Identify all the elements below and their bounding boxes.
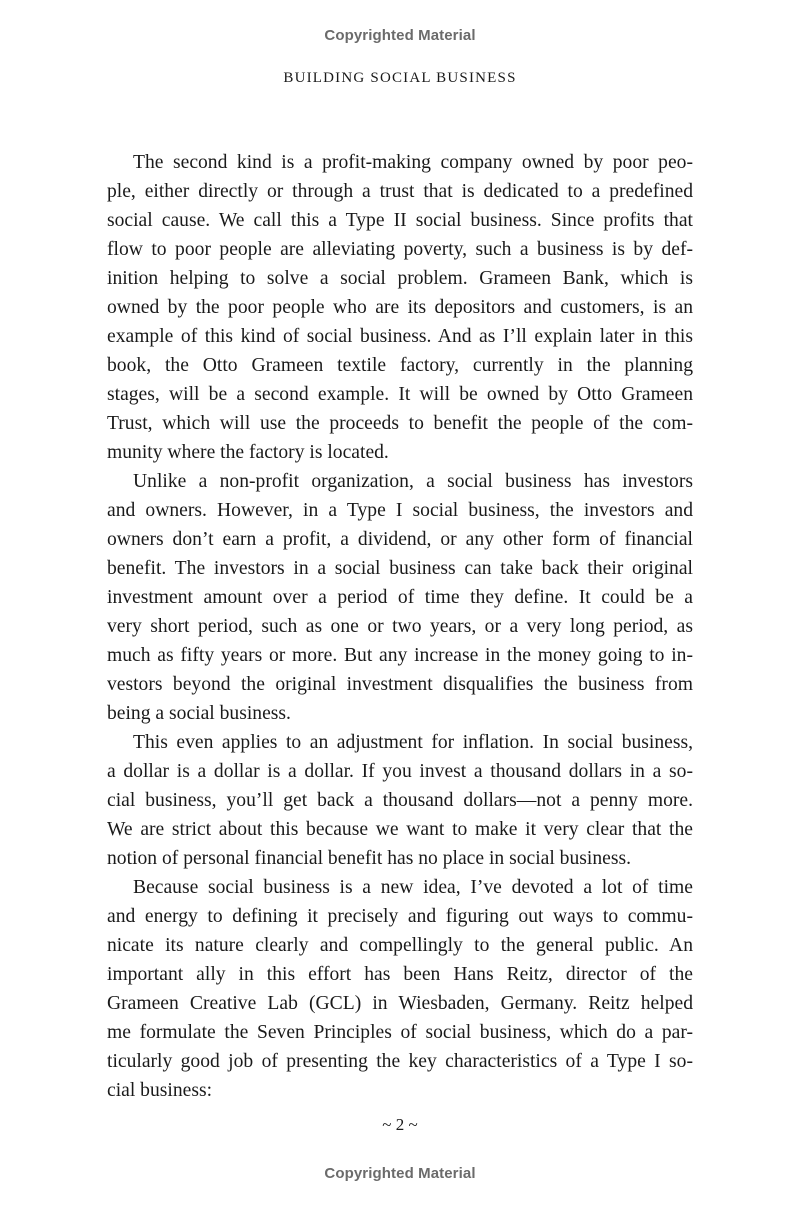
text-line: This even applies to an adjustment for inflation. In social business,	[133, 732, 693, 753]
text-line: Trust, which will use the proceeds to benefit the people of the com-	[107, 413, 693, 434]
text-line: We are strict about this because we want to make it very clear that the	[107, 819, 693, 840]
body-text	[107, 148, 693, 1105]
paragraph	[107, 467, 693, 728]
text-line: much as fifty years or more. But any increase in the money going to in-	[107, 645, 693, 666]
copyright-watermark-bottom: Copyrighted Material	[324, 1165, 476, 1182]
text-line: owned by the poor people who are its depositors and customers, is an	[107, 297, 693, 318]
text-line: cial business, you’ll get back a thousand dollars—not a penny more.	[107, 790, 693, 811]
text-line: book, the Otto Grameen textile factory, currently in the planning	[107, 355, 693, 376]
copyright-watermark-top: Copyrighted Material	[324, 27, 476, 44]
page-number: ~ 2 ~	[382, 1115, 418, 1134]
text-line: nicate its nature clearly and compellingly to the general public. An	[107, 935, 693, 956]
text-line: cial business:	[107, 1080, 213, 1101]
text-line: inition helping to solve a social problem. Grameen Bank, which is	[107, 268, 693, 289]
text-line: vestors beyond the original investment disqualifies the business from	[107, 674, 693, 695]
text-line: important ally in this effort has been Hans Reitz, director of the	[107, 964, 693, 985]
text-line: example of this kind of social business. And as I’ll explain later in this	[107, 326, 693, 347]
text-line: and energy to defining it precisely and figuring out ways to commu-	[107, 906, 693, 927]
paragraph	[107, 148, 693, 467]
text-line: very short period, such as one or two years, or a very long period, as	[107, 616, 693, 637]
running-head: BUILDING SOCIAL BUSINESS	[283, 70, 517, 86]
text-line: ple, either directly or through a trust that is dedicated to a predefined	[107, 181, 693, 202]
text-line: benefit. The investors in a social business can take back their original	[107, 558, 693, 579]
text-line: social cause. We call this a Type II social business. Since profits that	[107, 210, 693, 231]
text-line: owners don’t earn a profit, a dividend, or any other form of financial	[107, 529, 693, 550]
text-line: ticularly good job of presenting the key characteristics of a Type I so-	[107, 1051, 693, 1072]
text-line: investment amount over a period of time they define. It could be a	[107, 587, 693, 608]
text-line: notion of personal financial benefit has no place in social business.	[107, 848, 631, 869]
text-line: Unlike a non-profit organization, a social business has investors	[133, 471, 693, 492]
text-line: The second kind is a profit-making company owned by poor peo-	[133, 152, 693, 173]
text-line: a dollar is a dollar is a dollar. If you invest a thousand dollars in a so-	[107, 761, 693, 782]
text-line: Grameen Creative Lab (GCL) in Wiesbaden, Germany. Reitz helped	[107, 993, 693, 1014]
text-line: being a social business.	[107, 703, 291, 724]
paragraph	[107, 873, 693, 1105]
text-line: Because social business is a new idea, I’ve devoted a lot of time	[133, 877, 693, 898]
text-line: munity where the factory is located.	[107, 442, 389, 463]
text-line: stages, will be a second example. It will be owned by Otto Grameen	[107, 384, 693, 405]
text-line: me formulate the Seven Principles of social business, which do a par-	[107, 1022, 693, 1043]
text-line: and owners. However, in a Type I social business, the investors and	[107, 500, 693, 521]
text-line: flow to poor people are alleviating poverty, such a business is by def-	[107, 239, 693, 260]
paragraph	[107, 728, 693, 873]
